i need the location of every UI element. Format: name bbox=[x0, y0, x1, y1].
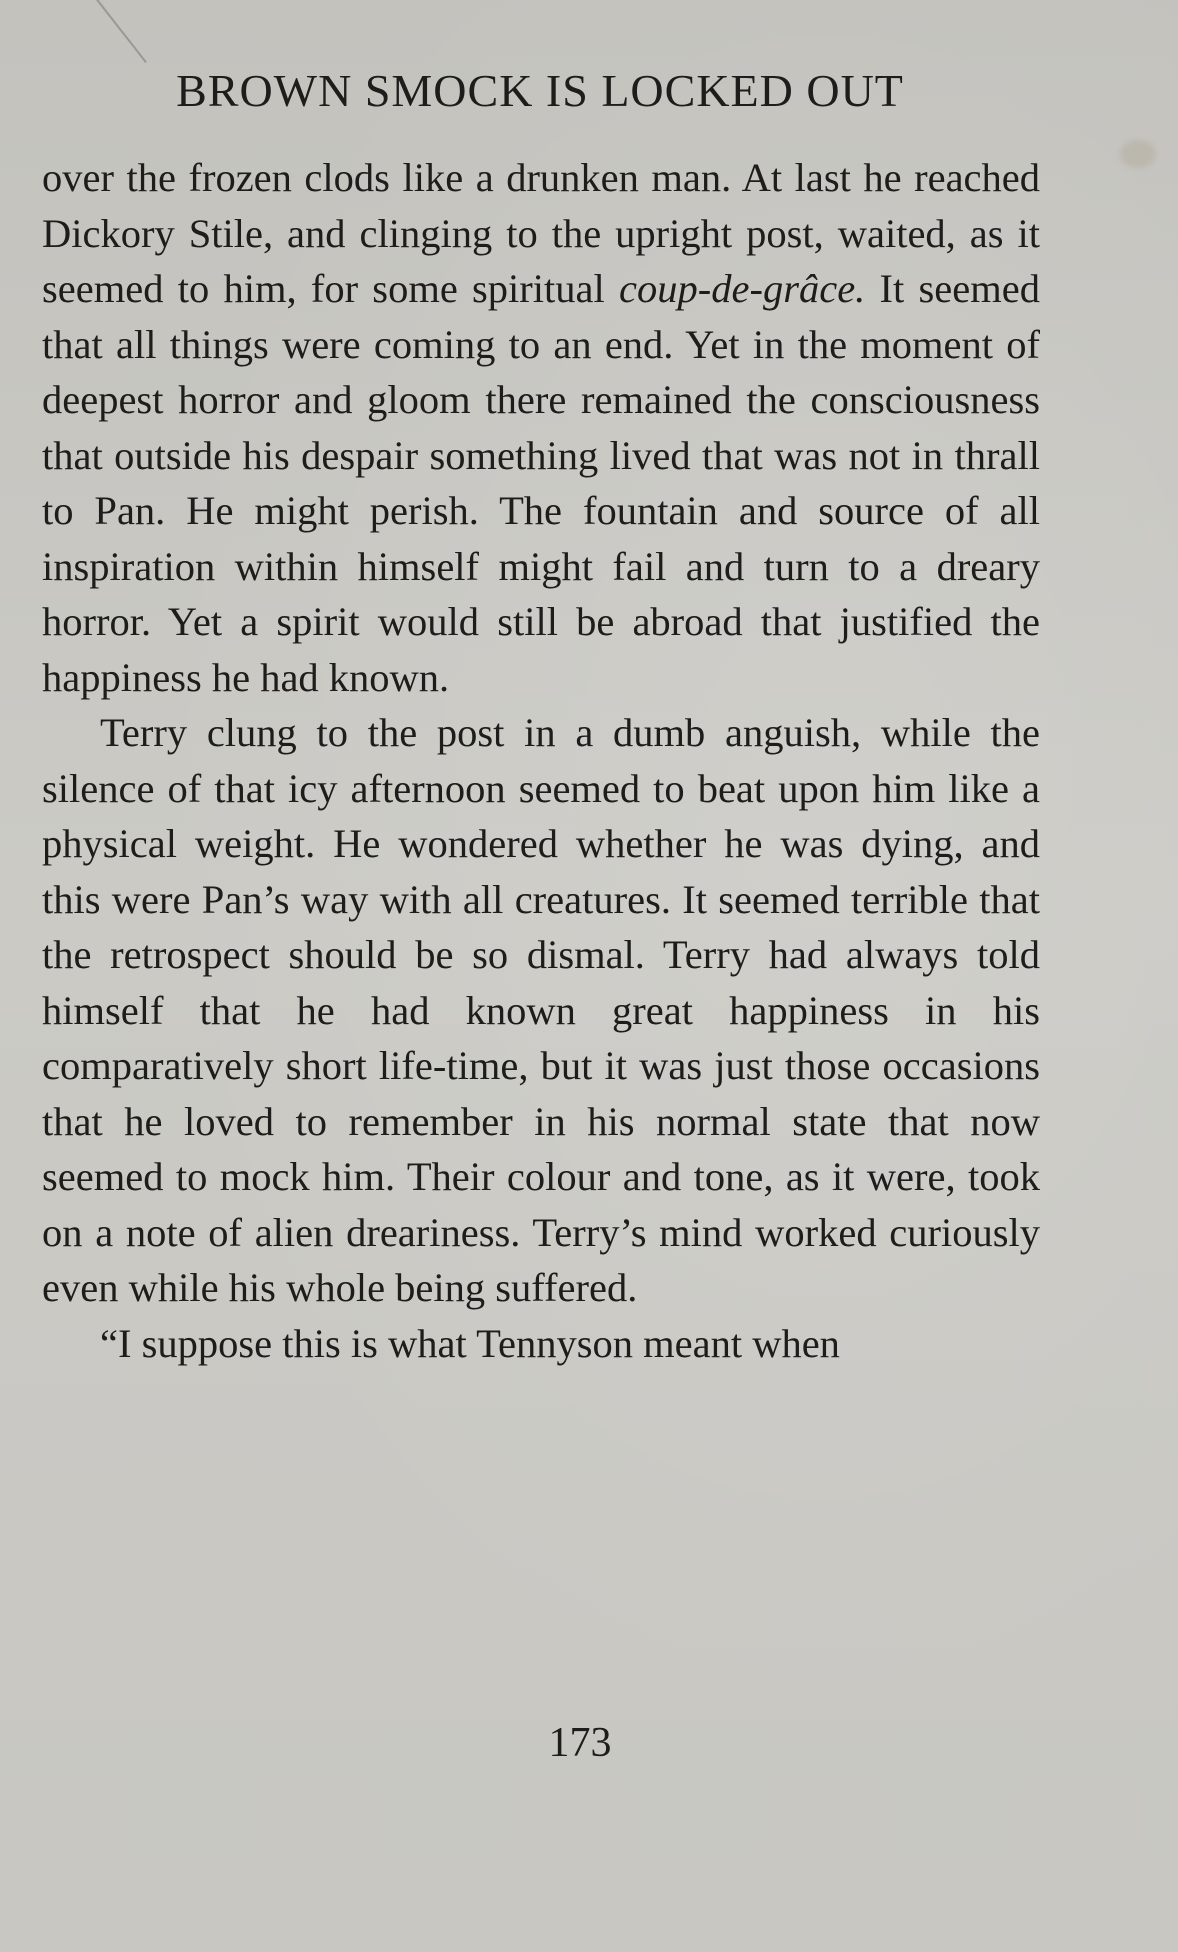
page-number: 173 bbox=[548, 1720, 612, 1766]
paragraph-1-continuation: It seemed that all things were coming to an end. Yet in the moment of deepest horror and gloom there remained the consciousness that outside his despair something lived that was not in thrall to Pan. He might perish. The fountain and source of all inspiration within himself might fail and turn to a dreary horror. Yet a spirit would still be abroad that justified the happiness he had known. bbox=[42, 266, 1040, 700]
paragraph-2: Terry clung to the post in a dumb anguish, while the silence of that icy afternoon seemed to beat upon him like a physical weight. He wondered whether he was dying, and this were Pan’s way with all creatures. It seemed terrible that the retrospect should be so dismal. Terry had always told himself that he had known great happiness in his comparatively short life-time, but it was just those occasions that he loved to remember in his normal state that now seemed to mock him. Their colour and tone, as it were, took on a note of alien dreariness. Terry’s mind worked curiously even while his whole being suffered. bbox=[42, 710, 1040, 1310]
paragraph-3: “I suppose this is what Tennyson meant when bbox=[100, 1320, 840, 1366]
paper-stain bbox=[1120, 140, 1156, 168]
body-text bbox=[42, 150, 1040, 1371]
running-head: BROWN SMOCK IS LOCKED OUT bbox=[176, 65, 904, 116]
page-crease bbox=[96, 0, 147, 63]
paragraph-1-text: over the frozen clods like a drunken man. At last he reached Dickory Stile, and clinging to the upright post, waited, as it seemed to him, for some spiritual bbox=[42, 155, 1040, 311]
paragraph-1 bbox=[42, 150, 1040, 705]
italic-phrase: coup-de-grâce. bbox=[619, 266, 866, 311]
